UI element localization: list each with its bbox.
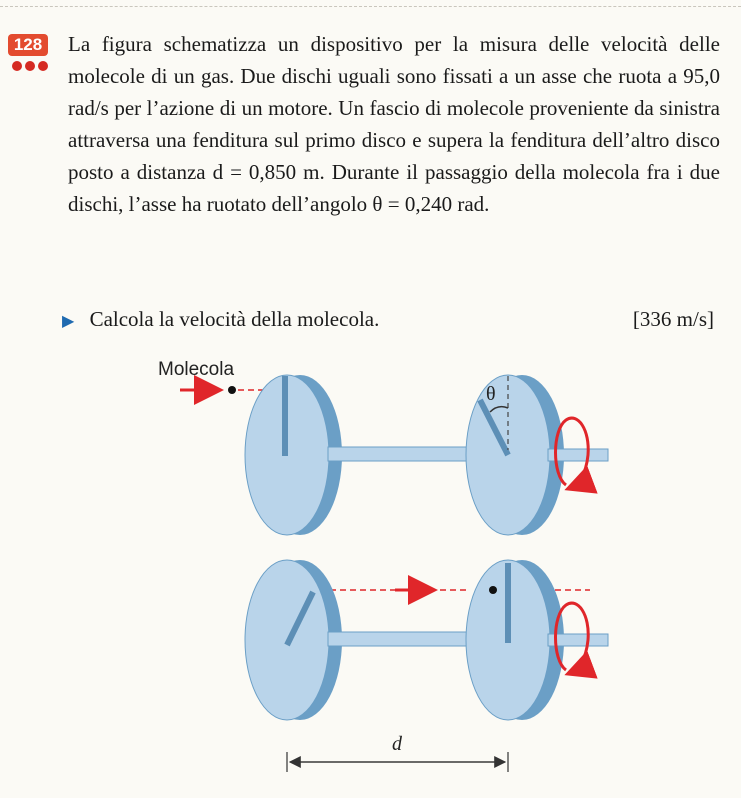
lower-diagram bbox=[245, 560, 608, 772]
left-disk-lower bbox=[245, 560, 342, 720]
answer-value: [336 m/s] bbox=[632, 307, 714, 331]
task-bullet-icon: ▶ bbox=[62, 313, 75, 330]
molecule-dot bbox=[489, 586, 497, 594]
upper-diagram bbox=[158, 359, 608, 535]
molecule-dot bbox=[228, 386, 236, 394]
slit bbox=[282, 376, 288, 456]
molecule-label: Molecola bbox=[158, 359, 235, 380]
theta-label: θ bbox=[486, 383, 496, 405]
problem-statement: La figura schematizza un dispositivo per la misura delle velocità delle molecole di un gas. Due dischi uguali sono fissati a un asse che ruota a 95,0 rad/s per l’azione di un motore. Un fascio di molecole proveniente da sinistra attraversa una fenditura sul primo disco e supera la fenditura dell’altro disco posto a distanza d = 0,850 m. Durante il passaggio della molecola fra i due dischi, l’asse ha ruotato dell’angolo θ = 0,240 rad. bbox=[68, 32, 720, 216]
slit bbox=[505, 563, 511, 643]
task-text: Calcola la velocità della molecola. bbox=[89, 307, 380, 331]
problem-number-badge: 128 bbox=[8, 34, 48, 56]
left-disk bbox=[245, 375, 342, 535]
distance-label: d bbox=[392, 733, 402, 755]
